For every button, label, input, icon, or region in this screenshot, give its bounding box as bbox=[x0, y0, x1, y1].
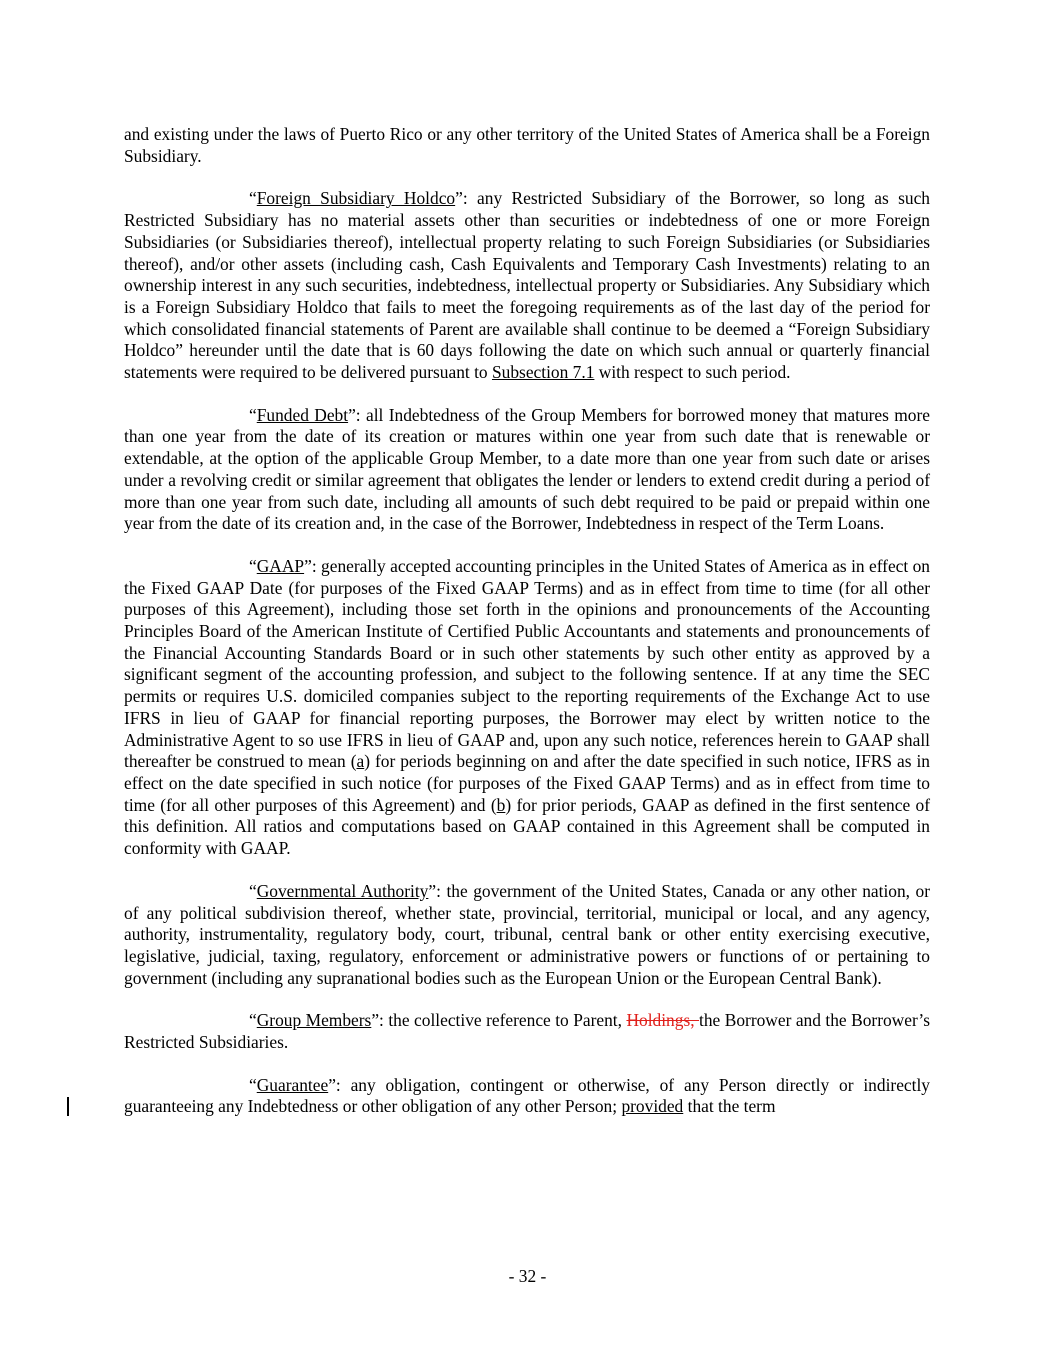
paragraph-continuation bbox=[124, 124, 930, 167]
open-quote: “ bbox=[249, 1010, 257, 1031]
definition-text: any Restricted Subsidiary of the Borrower, so long as such Restricted Subsidiary has no material assets other than securities or indebtedness of one or more Foreign Subsidiaries (or Subsidiaries thereof), intellectual property relating to such Foreign Subsidiaries (or Subsidiaries thereof), and/or other assets (including cash, Cash Equivalents and Temporary Cash Investments) relating to an ownership interest in any such securities, indebtedness, intellectual property or Subsidiaries. Any Subsidiary which is a Foreign Subsidiary Holdco that fails to meet the foregoing requirements as of the last day of the period for which consolidated financial statements of Parent are available shall continue to be deemed a “Foreign Subsidiary Holdco” hereunder until the date that is 60 days following the date on which such annual or quarterly financial statements were required to be delivered pursuant to bbox=[124, 188, 930, 383]
open-quote: “ bbox=[249, 1074, 257, 1095]
open-quote: “ bbox=[249, 880, 257, 901]
definition-text: any obligation, contingent or otherwise, of any Person directly or indirectly guaranteeing any Indebtedness or other obligation of any other Person; bbox=[124, 1074, 930, 1117]
revision-change-bar bbox=[67, 1097, 69, 1116]
close-quote: ”: bbox=[348, 404, 361, 425]
defined-term: Foreign Subsidiary Holdco bbox=[256, 188, 456, 209]
open-quote: “ bbox=[249, 555, 257, 576]
close-quote: ”: bbox=[428, 880, 441, 901]
definition-text: ) for prior periods, GAAP as defined in the first sentence of this definition. All ratios and computations based on GAAP contained in this Agreement shall be computed in conformity with GAAP. bbox=[124, 794, 931, 859]
definition-text: the government of the United States, Canada or any other nation, or of any political subdivision thereof, whether state, provincial, territorial, municipal or local, and any agency, authority, instrumentality, regulatory body, court, tribunal, central bank or other entity exercising executive, legislative, judicial, taxing, regulatory, enforcement or administrative powers or functions of or pertaining to government (including any supranational bodies such as the European Union or the European Central Bank). bbox=[124, 880, 930, 988]
open-quote: “ bbox=[249, 188, 257, 209]
definition-text: with respect to such period. bbox=[594, 362, 791, 383]
definition-text: ) for periods beginning on and after the date specified in such notice, IFRS as in effect on the date specified in such notice (for purposes of the Fixed GAAP Terms) and as in effect from time to time (for all other purposes of this Agreement) and ( bbox=[124, 751, 930, 815]
defined-term: GAAP bbox=[256, 555, 305, 576]
defined-term: Governmental Authority bbox=[256, 880, 429, 901]
close-quote: ”: bbox=[304, 555, 317, 576]
close-quote: ”: bbox=[328, 1074, 341, 1095]
defined-term: Guarantee bbox=[256, 1074, 329, 1095]
definition-funded-debt bbox=[124, 405, 930, 535]
document-page bbox=[124, 124, 930, 1139]
definition-foreign-subsidiary-holdco bbox=[124, 188, 930, 383]
proviso-term: provided bbox=[621, 1096, 684, 1117]
defined-term: Group Members bbox=[256, 1010, 372, 1031]
deleted-text: Holdings, bbox=[626, 1010, 700, 1031]
definition-text: all Indebtedness of the Group Members for borrowed money that matures more than one year from the date of its creation or matures within one year from such date that is renewable or extendable, at the option of the applicable Group Member, to a date more than one year from such date or arises under a revolving credit or similar agreement that obligates the lender or lenders to extend credit during a period of more than one year from such date, including all amounts of such debt required to be paid or prepaid within one year from the date of its creation and, in the case of the Borrower, Indebtedness in respect of the Term Loans. bbox=[124, 404, 931, 534]
definition-gaap bbox=[124, 556, 930, 860]
definition-text: generally accepted accounting principles in the United States of America as in effect on the Fixed GAAP Date (for purposes of the Fixed GAAP Terms) and as in effect from time to time (for all other purposes of this Agreement), including those set forth in the opinions and pronouncements of the Accounting Principles Board of the American Institute of Certified Public Accountants and statements and pronouncements of the Financial Accounting Standards Board or in such other statements by such other entity as approved by a significant segment of the accounting profession, and subject to the following sentence. If at any time the SEC permits or requires U.S. domiciled companies subject to the reporting requirements of the Exchange Act to use IFRS in lieu of GAAP for financial reporting purposes, the Borrower may elect by written notice to the Administrative Agent to so use IFRS in lieu of GAAP and, upon any such notice, references herein to GAAP shall thereafter be construed to mean ( bbox=[124, 555, 930, 772]
cross-reference: Subsection 7.1 bbox=[491, 362, 595, 383]
close-quote: ”: bbox=[455, 188, 468, 209]
page-number: - 32 - bbox=[508, 1266, 547, 1286]
definition-group-members bbox=[124, 1010, 930, 1053]
definition-text: the Borrower and the Borrower’s Restricted Subsidiaries. bbox=[124, 1010, 930, 1053]
definition-text: the collective reference to Parent, bbox=[383, 1010, 627, 1031]
open-quote: “ bbox=[249, 404, 257, 425]
clause-marker-a: a bbox=[356, 751, 365, 772]
definition-guarantee bbox=[124, 1075, 930, 1118]
clause-marker-b: b bbox=[496, 794, 506, 815]
continuation-text: and existing under the laws of Puerto Rico or any other territory of the United States of America shall be a Foreign Subsidiary. bbox=[124, 124, 930, 166]
defined-term: Funded Debt bbox=[256, 404, 349, 425]
definition-text: that the term bbox=[683, 1096, 776, 1117]
definition-governmental-authority bbox=[124, 881, 930, 990]
close-quote: ”: bbox=[371, 1010, 384, 1031]
